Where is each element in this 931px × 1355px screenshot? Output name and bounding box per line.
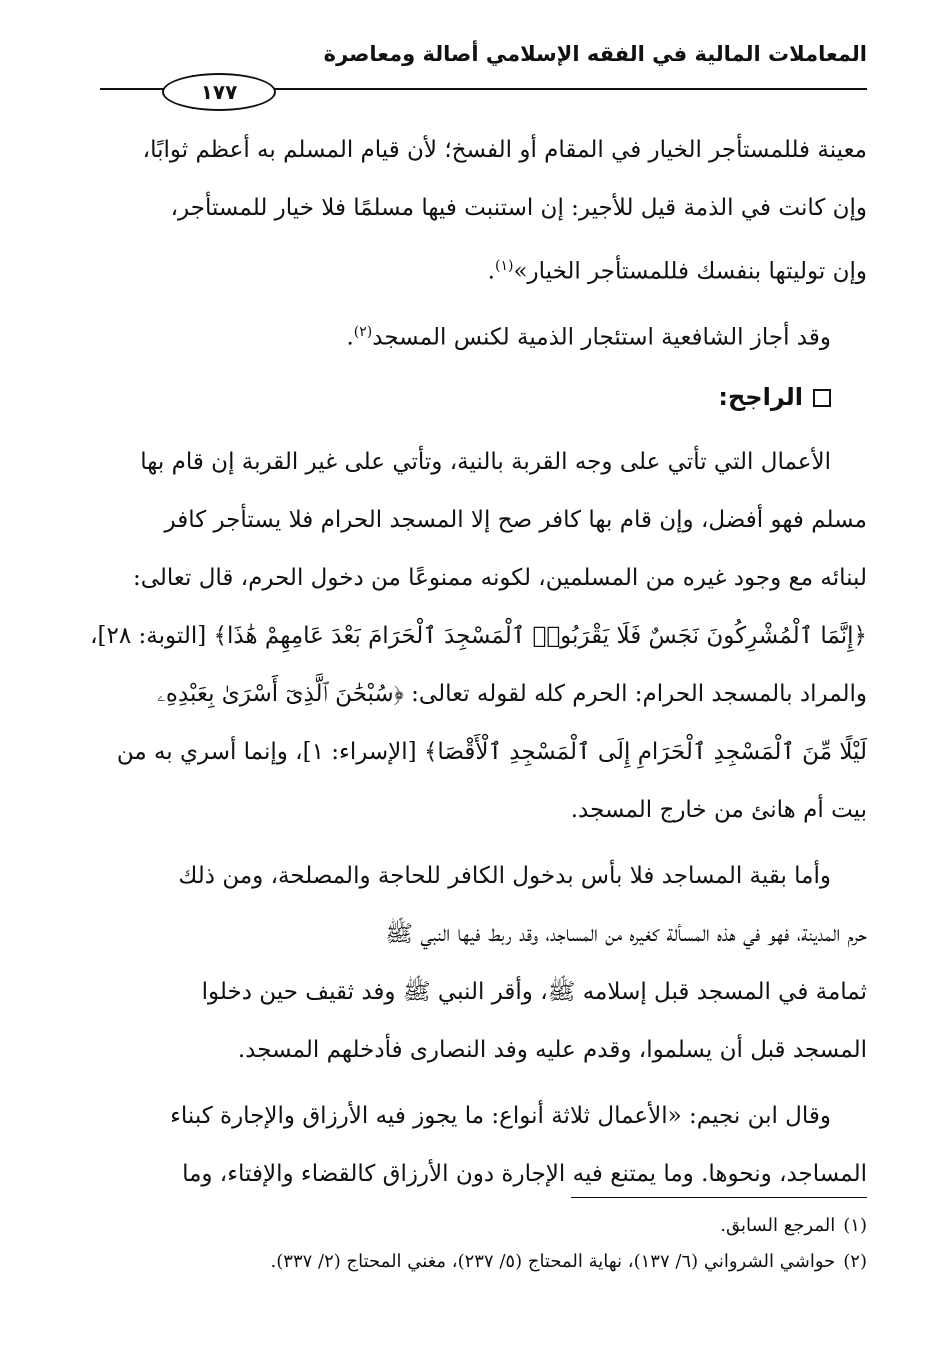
text-segment: وقد أجاز الشافعية استئجار الذمية لكنس المسجد [372, 324, 831, 351]
text-segment: . [346, 324, 354, 351]
footnote-2 [100, 1244, 867, 1280]
text-line: ثمامة في المسجد قبل إسلامه ﷺ، وأقر النبي ﷺ وفد ثقيف حين دخلوا [201, 979, 867, 1005]
text-line: مسلم فهو أفضل، وإن قام بها كافر صح إلا المسجد الحرام فلا يستأجر كافر [164, 507, 867, 533]
footnotes [100, 1208, 867, 1280]
main-text [90, 125, 867, 1207]
text-line: معينة فللمستأجر الخيار في المقام أو الفسخ؛ لأن قيام المسلم به أعظم ثوابًا، [142, 137, 867, 163]
text-line: وإن كانت في الذمة قيل للأجير: إن استنبت فيها مسلمًا فلا خيار للمستأجر، [170, 195, 867, 221]
text-segment: وإن توليتها بنفسك فللمستأجر الخيار» [513, 258, 867, 285]
footnote-1 [100, 1208, 867, 1244]
running-title: المعاملات المالية في الفقه الإسلامي أصالة ومعاصرة [323, 42, 867, 66]
section-heading [100, 365, 867, 437]
text-line [100, 241, 867, 299]
text-line: لَيْلًا مِّنَ ٱلْمَسْجِدِ ٱلْحَرَامِ إِلَى ٱلْمَسْجِدِ ٱلْأَقْصَا﴾ [الإسراء: ١]، وإنما أسري به من [116, 739, 867, 765]
section-heading-text: الراجح: [718, 383, 803, 411]
text-line: وقال ابن نجيم: «الأعمال ثلاثة أنواع: ما يجوز فيه الأرزاق والإجارة كبناء [170, 1103, 831, 1129]
text-line: والمراد بالمسجد الحرام: الحرم كله لقوله تعالى: ﴿سُبْحَٰنَ ٱلَّذِىٓ أَسْرَىٰ بِعَبْدِهِۦ [157, 681, 867, 707]
footnote-number: (١) [843, 1215, 867, 1236]
text-line: الأعمال التي تأتي على وجه القربة بالنية، وتأتي على غير القربة إن قام بها [140, 449, 831, 475]
text-line: المسجد قبل أن يسلموا، وقدم عليه وفد النصارى فأدخلهم المسجد. [237, 1037, 867, 1063]
page-header [100, 36, 867, 106]
text-line: وأما بقية المساجد فلا بأس بدخول الكافر للحاجة والمصلحة، ومن ذلك [178, 863, 831, 889]
footnote-ref-1[interactable]: (١) [494, 258, 514, 274]
text-line: ﴿إِنَّمَا ٱلْمُشْرِكُونَ نَجَسٌ فَلَا يَقْرَبُوا۟ ٱلْمَسْجِدَ ٱلْحَرَامَ بَعْدَ عَامِهِمْ هَٰذَا﴾ [التوبة: ٢٨]، [90, 623, 867, 649]
footnote-text: حواشي الشرواني (٦/ ١٣٧)، نهاية المحتاج (٥/ ٢٣٧)، مغني المحتاج (٢/ ٣٣٧). [270, 1251, 836, 1272]
text-line: المساجد، ونحوها. وما يمتنع فيه الإجارة دون الأرزاق كالقضاء والإفتاء، وما [182, 1161, 867, 1187]
text-line: لبنائه مع وجود غيره من المسلمين، لكونه ممنوعًا من دخول الحرم، قال تعالى: [132, 565, 867, 591]
page-number: ١٧٧ [162, 73, 276, 111]
footnote-rule [571, 1197, 867, 1198]
text-line: بيت أم هانئ من خارج المسجد. [570, 797, 867, 823]
footnote-text: المرجع السابق. [720, 1215, 836, 1236]
text-line [100, 307, 867, 365]
text-segment: . [487, 258, 495, 285]
footnote-number: (٢) [843, 1251, 867, 1272]
footnote-ref-2[interactable]: (٢) [353, 324, 373, 340]
checkbox-square-icon [813, 389, 831, 407]
text-line: حرم المدينة، فهو في هذه المسألة كغيره من المساجد، وقد ربط فيها النبي ﷺ [385, 921, 867, 947]
